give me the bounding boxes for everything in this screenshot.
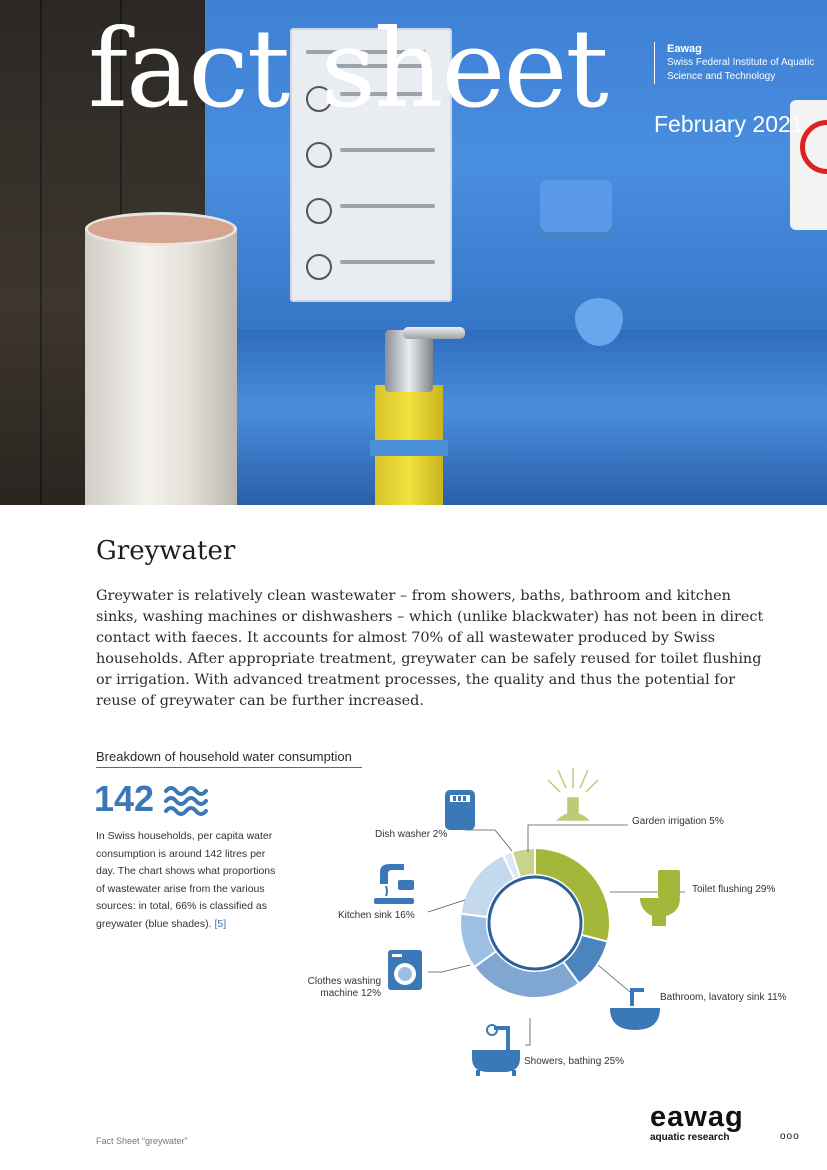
brand-name: Eawag (667, 43, 702, 55)
leader-bathroom (598, 965, 630, 992)
white-pipe (85, 228, 237, 505)
description-text: In Swiss households, per capita water consumption is around 142 litres per day. The chart shows what proportions of wastewater arise from the various sources: in total, 66% is classified as greywater (blue shades). (96, 830, 276, 930)
dishwasher-icon (445, 790, 475, 830)
hero-photo (0, 0, 827, 505)
water-waves-icon (164, 784, 210, 818)
label-dish-washer: Dish washer 2% (375, 829, 448, 840)
label-bathroom: Bathroom, lavatory sink 11% (660, 992, 787, 1003)
water-breakdown-chart (300, 760, 800, 1090)
label-clothes-2: machine 12% (320, 988, 381, 999)
label-toilet: Toilet flushing 29% (692, 884, 776, 895)
intro-paragraph: Greywater is relatively clean wastewater – from showers, baths, bathroom and kitchen sinks, washing machines or dishwashers – which (unlike blackwater) has not been in direct contact with faeces. It accounts for almost 70% of all wastewater produced by Swiss households. After appropriate treatment, greywater can be safely reused for toilet flushing or irrigation. With advanced treatment processes, the quality and thus the potential for reuse of greywater can be further increased. (96, 588, 764, 709)
toilet-icon (640, 870, 680, 926)
sign-text-line (340, 204, 435, 208)
leader-clothes (428, 965, 470, 972)
breakdown-title: Breakdown of household water consumption (96, 749, 352, 764)
brand-subtitle: Swiss Federal Institute of Aquatic Science and Technology (667, 57, 815, 82)
pump-head (385, 330, 433, 392)
wall-slat (40, 0, 42, 505)
step-circle (306, 254, 332, 280)
footer-doc-label: Fact Sheet “greywater” (96, 1136, 188, 1146)
label-showers: Showers, bathing 25% (524, 1056, 625, 1067)
soap-dispenser-box (540, 180, 612, 238)
litres-number: 142 (94, 778, 155, 819)
step-circle (306, 142, 332, 168)
leader-kitchen (428, 900, 465, 912)
leader-showers (525, 1018, 530, 1045)
donut-ring (460, 848, 610, 998)
leader-dish (465, 830, 512, 851)
pump-ring (370, 440, 448, 456)
pump-spout (403, 327, 465, 339)
pipe-opening (85, 212, 237, 246)
logo-wordmark: eawag (650, 1101, 744, 1133)
logo-subtitle: aquatic research (650, 1132, 730, 1143)
logo-dots: ooo (780, 1131, 800, 1142)
step-circle (306, 198, 332, 224)
donut-inner-ring (489, 877, 581, 969)
sign-text-line (340, 148, 435, 152)
brand-block (654, 42, 817, 84)
bathroom-sink-icon (610, 988, 660, 1030)
label-clothes-1: Clothes washing (307, 976, 381, 987)
eawag-logo (650, 1101, 800, 1143)
bathtub-icon (472, 1025, 520, 1076)
kitchen-tap-icon (374, 864, 414, 904)
washing-machine-icon (388, 950, 422, 990)
factsheet-title: fact sheet (88, 7, 607, 132)
breakdown-description (96, 828, 276, 933)
label-kitchen: Kitchen sink 16% (338, 910, 415, 921)
label-garden: Garden irrigation 5% (632, 816, 724, 827)
section-heading: Greywater (96, 536, 236, 566)
washstand-basin (205, 330, 827, 505)
reference-link[interactable]: [5] (214, 917, 227, 930)
sign-text-line (340, 260, 435, 264)
issue-date: February 2021 (654, 111, 804, 137)
sprinkler-icon (548, 768, 598, 820)
